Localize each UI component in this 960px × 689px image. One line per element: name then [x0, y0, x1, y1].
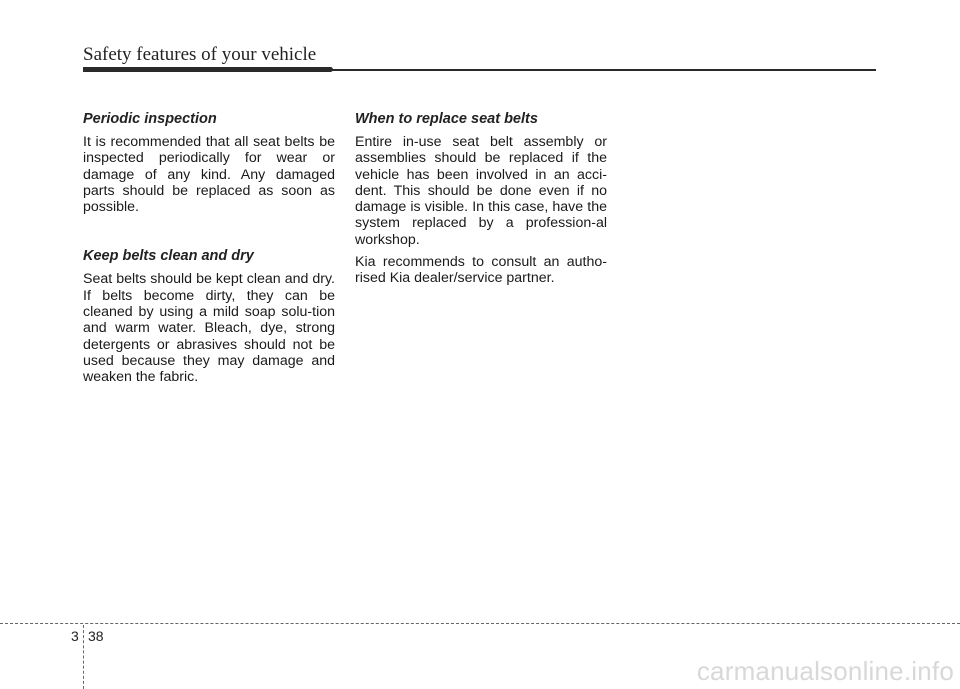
section-keep-belts-clean	[83, 247, 335, 385]
header-rule	[83, 69, 876, 71]
section-gap	[83, 229, 335, 247]
section-heading: Periodic inspection	[83, 111, 217, 127]
watermark: carmanualsonline.info	[696, 656, 954, 686]
right-column	[355, 110, 607, 301]
paragraph: Seat belts should be kept clean and dry. If belts become dirty, they can be cleaned by using a mild soap solu-tion and warm water. Bleach, dye, strong detergents or abrasives should not be used because they may damage and weaken the fabric.	[83, 271, 335, 386]
footer-divider	[83, 625, 84, 689]
left-column	[83, 110, 335, 400]
chapter-number: 3	[71, 628, 79, 644]
section-title: Safety features of your vehicle	[83, 44, 317, 65]
section-when-to-replace	[355, 110, 607, 287]
paragraph: Kia recommends to consult an autho-rised Kia dealer/service partner.	[355, 254, 607, 287]
section-heading: Keep belts clean and dry	[83, 248, 254, 265]
section-heading: When to replace seat belts	[355, 111, 538, 127]
paragraph: It is recommended that all seat belts be inspected periodically for wear or damage of any kind. Any damaged parts should be replaced as soon as possible.	[83, 134, 335, 216]
section-periodic-inspection	[83, 110, 335, 215]
footer-rule	[0, 623, 960, 624]
page-number: 38	[88, 628, 104, 644]
paragraph: Entire in-use seat belt assembly or assemblies should be replaced if the vehicle has been involved in an acci-dent. This should be done even if no damage is visible. In this case, have the system replaced by a profession-al workshop.	[355, 134, 607, 248]
